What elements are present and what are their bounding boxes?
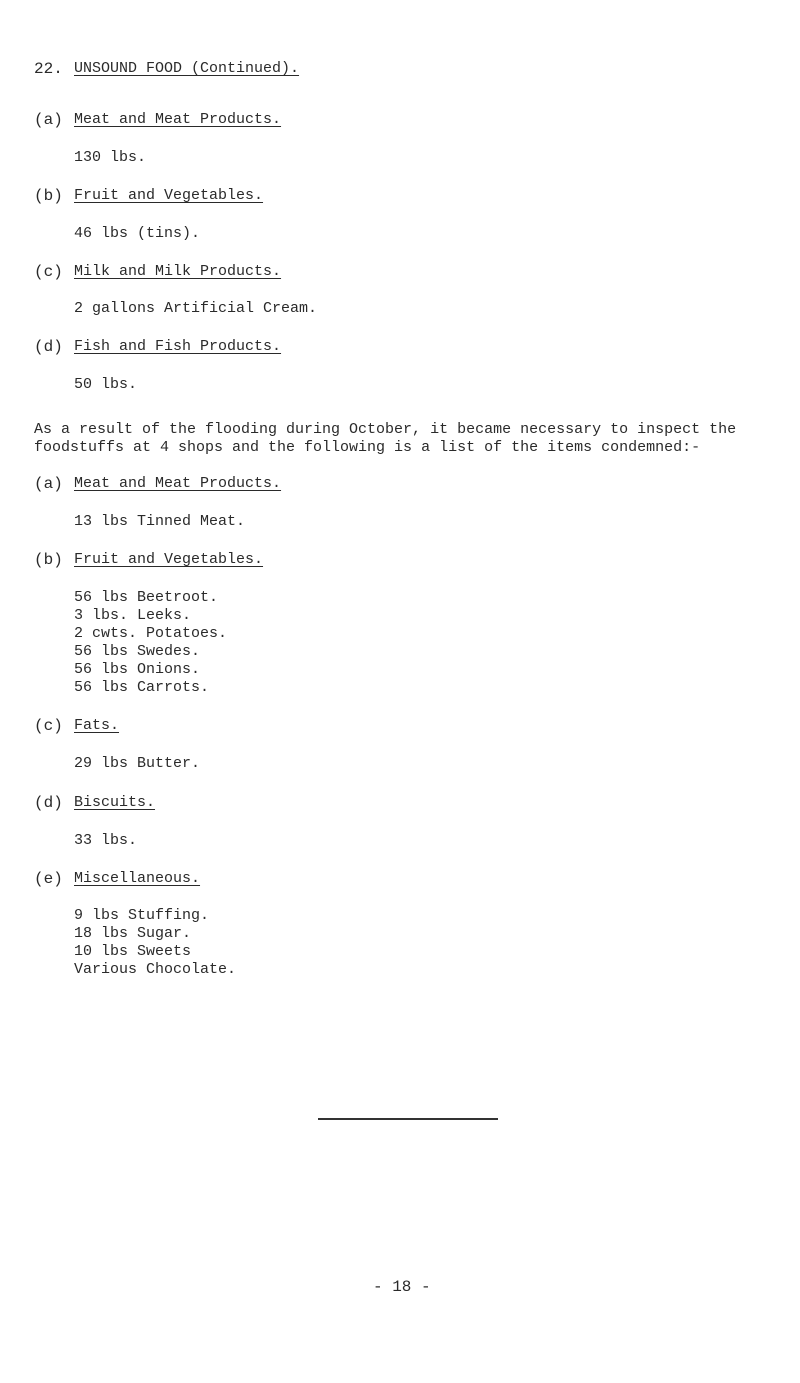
list-label: (d)	[34, 794, 63, 812]
list-item: 18 lbs Sugar.	[74, 925, 192, 942]
list-label: (a)	[34, 475, 63, 493]
section-number: 22.	[34, 60, 63, 78]
list-item: 33 lbs.	[74, 832, 138, 849]
category-heading: Milk and Milk Products.	[74, 263, 282, 280]
category-heading: Fruit and Vegetables.	[74, 551, 264, 568]
list-item: 10 lbs Sweets	[74, 943, 192, 960]
list-item: 56 lbs Carrots.	[74, 679, 210, 696]
list-label: (d)	[34, 338, 63, 356]
list-item: 56 lbs Beetroot.	[74, 589, 219, 606]
list-item: 2 cwts. Potatoes.	[74, 625, 228, 642]
category-heading: Fish and Fish Products.	[74, 338, 282, 355]
category-heading: Biscuits.	[74, 794, 156, 811]
list-item: 2 gallons Artificial Cream.	[74, 300, 318, 317]
list-item: 13 lbs Tinned Meat.	[74, 513, 246, 530]
list-label: (c)	[34, 263, 63, 281]
section-divider	[318, 1118, 498, 1120]
category-heading: Meat and Meat Products.	[74, 111, 282, 128]
list-item: 56 lbs Swedes.	[74, 643, 201, 660]
category-heading: Fruit and Vegetables.	[74, 187, 264, 204]
list-item: 9 lbs Stuffing.	[74, 907, 210, 924]
list-label: (c)	[34, 717, 63, 735]
list-item: 56 lbs Onions.	[74, 661, 201, 678]
list-item: 3 lbs. Leeks.	[74, 607, 192, 624]
list-label: (b)	[34, 551, 63, 569]
list-label: (b)	[34, 187, 63, 205]
list-item: 46 lbs (tins).	[74, 225, 201, 242]
category-heading: Miscellaneous.	[74, 870, 201, 887]
list-item: Various Chocolate.	[74, 961, 237, 978]
list-item: 29 lbs Butter.	[74, 755, 201, 772]
list-label: (a)	[34, 111, 63, 129]
list-item: 50 lbs.	[74, 376, 138, 393]
list-item: 130 lbs.	[74, 149, 147, 166]
category-heading: Meat and Meat Products.	[74, 475, 282, 492]
section-title: UNSOUND FOOD (Continued).	[74, 60, 300, 77]
intro-paragraph: As a result of the flooding during October, it became necessary to inspect the foodstuffs at 4 shops and the following is a list of the items condemned:-	[34, 421, 737, 456]
list-label: (e)	[34, 870, 63, 888]
category-heading: Fats.	[74, 717, 120, 734]
page-number: - 18 -	[373, 1278, 431, 1296]
